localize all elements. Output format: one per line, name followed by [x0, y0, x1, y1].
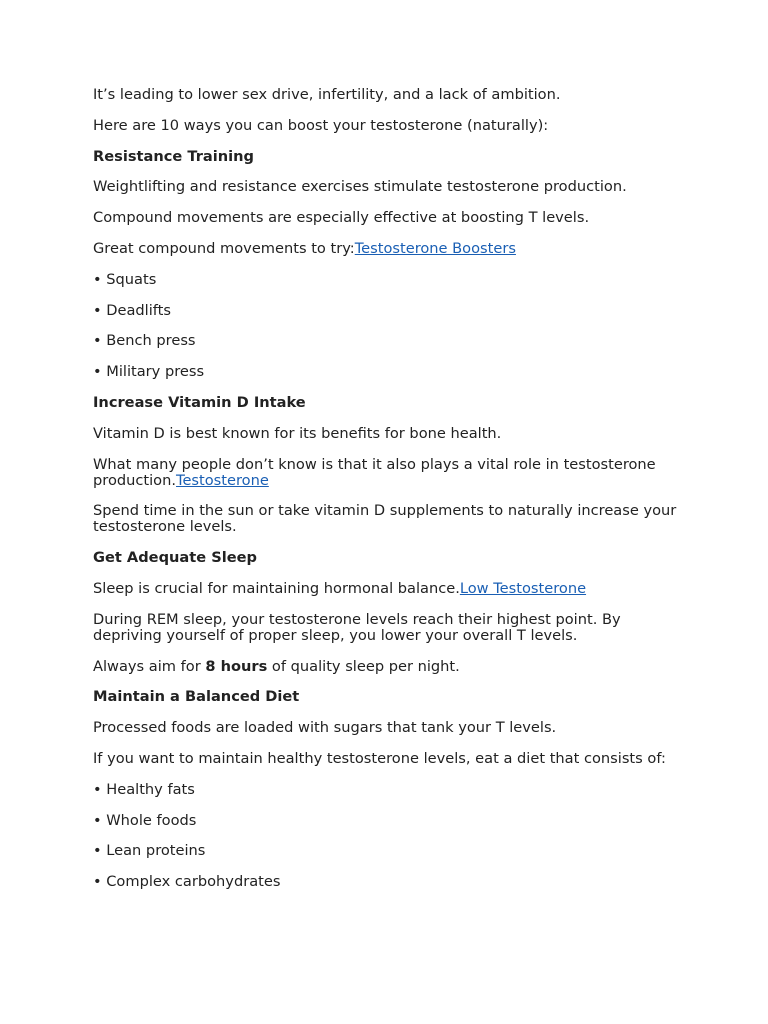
paragraph-healthy-diet: If you want to maintain healthy testosterone levels, eat a diet that consists of: — [93, 749, 666, 767]
paragraph-aim-hours — [93, 659, 683, 675]
bullet-military-press: • Military press — [93, 363, 205, 381]
bullet-bench-press: • Bench press — [93, 332, 196, 350]
paragraph-vitamin-d-bone: Vitamin D is best known for its benefits for bone health. — [93, 424, 502, 442]
paragraph-compound: Compound movements are especially effective at boosting T levels. — [93, 209, 590, 227]
aim-hours-bold: 8 hours — [205, 657, 268, 675]
paragraph-ways: Here are 10 ways you can boost your testosterone (naturally): — [93, 116, 549, 134]
bullet-squats: • Squats — [93, 270, 157, 288]
bullet-lean-proteins: • Lean proteins — [93, 842, 206, 860]
aim-hours-text-c: of quality sleep per night. — [267, 657, 460, 675]
paragraph-weightlifting: Weightlifting and resistance exercises stimulate testosterone production. — [93, 178, 627, 196]
paragraph-processed-foods: Processed foods are loaded with sugars that tank your T levels. — [93, 719, 557, 737]
paragraph-sleep-crucial — [93, 581, 683, 597]
link-testosterone[interactable]: Testosterone — [176, 471, 269, 489]
paragraph-vitamin-d-role — [93, 457, 683, 489]
paragraph-sleep-crucial-text: Sleep is crucial for maintaining hormonal balance. — [93, 579, 460, 597]
paragraph-vitamin-d-role-text: What many people don’t know is that it also plays a vital role in testosterone production. — [93, 455, 656, 489]
paragraph-compound-movements — [93, 241, 683, 257]
paragraph-compound-movements-text: Great compound movements to try: — [93, 239, 355, 257]
paragraph-intro: It’s leading to lower sex drive, infertility, and a lack of ambition. — [93, 86, 561, 103]
heading-resistance-training: Resistance Training — [93, 147, 254, 165]
link-testosterone-boosters[interactable]: Testosterone Boosters — [354, 239, 516, 257]
link-low-testosterone[interactable]: Low Testosterone — [459, 579, 587, 597]
bullet-healthy-fats: • Healthy fats — [93, 780, 195, 798]
heading-balanced-diet: Maintain a Balanced Diet — [93, 688, 300, 706]
paragraph-sun: Spend time in the sun or take vitamin D supplements to naturally increase your testosterone levels. — [93, 502, 677, 536]
paragraph-rem-sleep: During REM sleep, your testosterone levels reach their highest point. By depriving yourself of proper sleep, you lower your overall T levels. — [93, 610, 621, 644]
bullet-complex-carbs: • Complex carbohydrates — [93, 873, 281, 891]
bullet-whole-foods: • Whole foods — [93, 811, 197, 829]
heading-vitamin-d: Increase Vitamin D Intake — [93, 393, 306, 411]
bullet-deadlifts: • Deadlifts — [93, 301, 171, 319]
aim-hours-text-a: Always aim for — [93, 657, 206, 675]
heading-sleep: Get Adequate Sleep — [93, 549, 257, 567]
document-body — [93, 87, 683, 905]
